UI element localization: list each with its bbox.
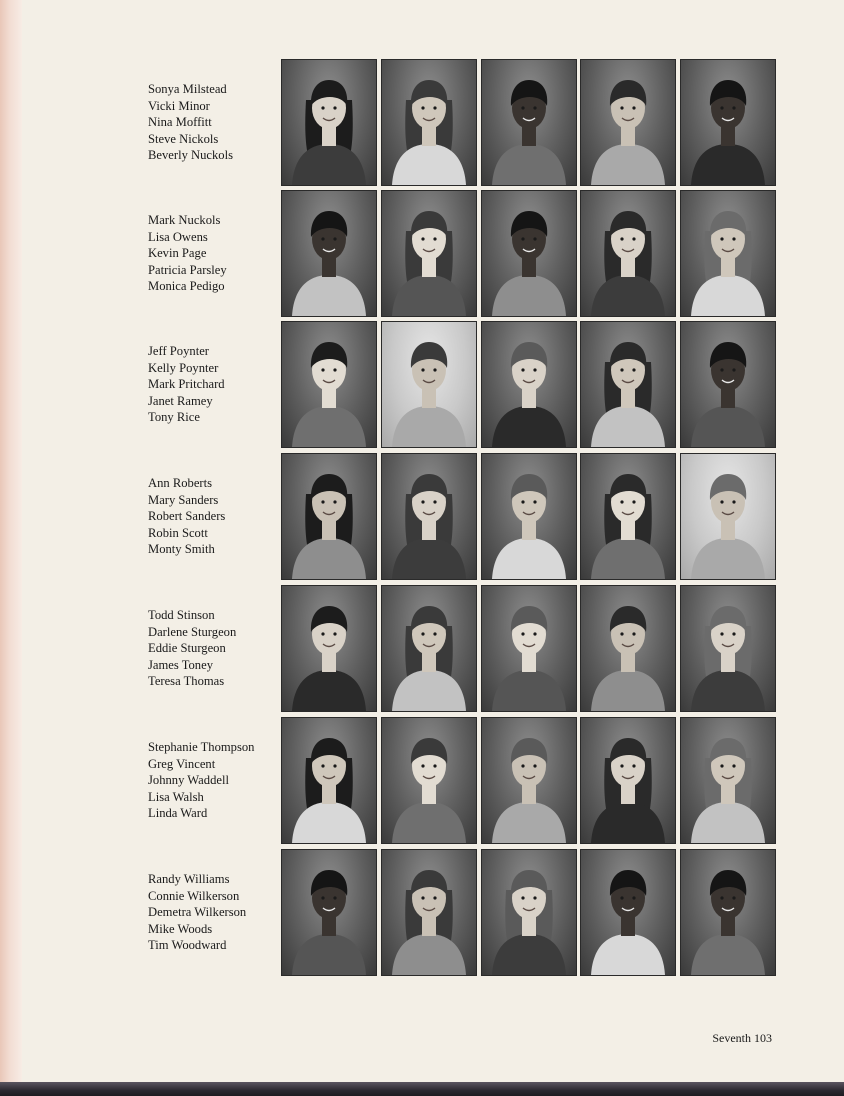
portrait-shoulders — [492, 406, 566, 447]
portrait-eye — [333, 632, 336, 635]
portrait-shoulders — [591, 406, 665, 447]
portrait-eye — [732, 368, 735, 371]
student-name: Linda Ward — [148, 806, 208, 821]
student-name: Jeff Poynter — [148, 344, 209, 358]
portrait-shoulders — [392, 670, 466, 711]
student-portrait-photo — [680, 59, 776, 186]
portrait-eye — [620, 500, 623, 503]
student-name: Connie Wilkerson — [148, 888, 240, 903]
portrait-shoulders — [292, 275, 366, 316]
portrait-shoulders — [591, 802, 665, 843]
page-footer — [700, 1031, 772, 1046]
student-portrait-photo — [580, 585, 676, 712]
student-portrait-photo — [481, 585, 577, 712]
student-name: Darlene Sturgeon — [148, 624, 237, 639]
portrait-shoulders — [492, 144, 566, 185]
portrait-eye — [333, 896, 336, 899]
portrait-eye — [321, 764, 324, 767]
portrait-eye — [533, 764, 536, 767]
student-name: James Toney — [148, 657, 213, 672]
student-name: Patricia Parsley — [148, 262, 227, 277]
student-name: Monty Smith — [148, 542, 215, 557]
portrait-eye — [732, 632, 735, 635]
portrait-eye — [533, 237, 536, 240]
portrait-eye — [433, 500, 436, 503]
portrait-eye — [732, 500, 735, 503]
student-name: Kelly Poynter — [148, 360, 219, 375]
portrait-eye — [421, 764, 424, 767]
portrait-eye — [632, 764, 635, 767]
student-portrait-photo — [481, 321, 577, 448]
portrait-eye — [521, 764, 524, 767]
portrait-shoulders — [292, 802, 366, 843]
portrait-eye — [421, 368, 424, 371]
student-name-list — [148, 739, 276, 822]
student-portrait-photo — [281, 190, 377, 317]
student-name: Johnny Waddell — [148, 773, 229, 788]
student-portrait-photo — [680, 190, 776, 317]
portrait-eye — [533, 368, 536, 371]
portrait-row — [0, 59, 844, 186]
portrait-shoulders — [492, 275, 566, 316]
portrait-eye — [521, 368, 524, 371]
student-portrait-photo — [281, 585, 377, 712]
student-name: Mark Nuckols — [148, 213, 221, 227]
student-name: Mary Sanders — [148, 492, 219, 507]
portrait-eye — [433, 237, 436, 240]
portrait-shoulders — [591, 275, 665, 316]
student-name: Stephanie Thompson — [148, 740, 255, 754]
portrait-row — [0, 585, 844, 712]
portrait-eye — [321, 500, 324, 503]
footer-page-number: 103 — [754, 1031, 772, 1045]
student-name: Nina Moffitt — [148, 115, 212, 130]
portrait-shoulders — [492, 934, 566, 975]
student-name: Tim Woodward — [148, 938, 227, 953]
portrait-eye — [620, 632, 623, 635]
portrait-eye — [521, 237, 524, 240]
portrait-shoulders — [392, 802, 466, 843]
student-name: Mike Woods — [148, 921, 213, 936]
student-portrait-photo — [580, 453, 676, 580]
portrait-eye — [620, 896, 623, 899]
student-name: Todd Stinson — [148, 608, 215, 622]
student-name-list — [148, 871, 276, 954]
student-portrait-photo — [281, 717, 377, 844]
portrait-eye — [620, 106, 623, 109]
portrait-eye — [720, 368, 723, 371]
portrait-eye — [521, 106, 524, 109]
student-name-list — [148, 343, 276, 426]
student-portrait-photo — [381, 321, 477, 448]
student-portrait-photo — [381, 453, 477, 580]
portrait-shoulders — [292, 934, 366, 975]
portrait-shoulders — [392, 538, 466, 579]
portrait-eye — [720, 500, 723, 503]
student-portrait-photo — [680, 453, 776, 580]
portrait-eye — [632, 500, 635, 503]
portrait-shoulders — [591, 144, 665, 185]
portrait-shoulders — [492, 670, 566, 711]
portrait-eye — [732, 764, 735, 767]
student-portrait-photo — [680, 585, 776, 712]
student-name: Lisa Owens — [148, 229, 208, 244]
student-name-list — [148, 81, 276, 164]
portrait-shoulders — [691, 670, 765, 711]
student-name: Janet Ramey — [148, 393, 213, 408]
student-name: Robin Scott — [148, 525, 208, 540]
student-name-list — [148, 212, 276, 295]
portrait-shoulders — [591, 670, 665, 711]
student-name: Mark Pritchard — [148, 377, 225, 392]
portrait-eye — [333, 368, 336, 371]
student-name: Ann Roberts — [148, 476, 213, 490]
portrait-eye — [620, 764, 623, 767]
portrait-eye — [333, 237, 336, 240]
student-name: Robert Sanders — [148, 509, 226, 524]
student-name-list — [148, 607, 276, 690]
student-portrait-photo — [481, 59, 577, 186]
portrait-shoulders — [691, 144, 765, 185]
portrait-row — [0, 190, 844, 317]
student-name: Greg Vincent — [148, 756, 216, 771]
portrait-row — [0, 717, 844, 844]
portrait-row — [0, 453, 844, 580]
portrait-shoulders — [292, 144, 366, 185]
portrait-eye — [333, 500, 336, 503]
portrait-eye — [321, 896, 324, 899]
portrait-eye — [433, 896, 436, 899]
portrait-eye — [433, 764, 436, 767]
portrait-eye — [421, 896, 424, 899]
portrait-eye — [521, 896, 524, 899]
portrait-eye — [632, 106, 635, 109]
student-portrait-photo — [481, 717, 577, 844]
portrait-eye — [421, 237, 424, 240]
portrait-eye — [732, 106, 735, 109]
portrait-shoulders — [292, 406, 366, 447]
portrait-eye — [632, 896, 635, 899]
portrait-eye — [720, 896, 723, 899]
student-portrait-photo — [580, 59, 676, 186]
portrait-shoulders — [392, 275, 466, 316]
portrait-eye — [421, 632, 424, 635]
student-name: Monica Pedigo — [148, 279, 225, 294]
portrait-eye — [433, 106, 436, 109]
portrait-eye — [632, 237, 635, 240]
student-portrait-photo — [680, 321, 776, 448]
portrait-shoulders — [591, 934, 665, 975]
student-name: Demetra Wilkerson — [148, 905, 247, 920]
portrait-eye — [433, 632, 436, 635]
portrait-shoulders — [691, 275, 765, 316]
portrait-eye — [321, 106, 324, 109]
student-portrait-photo — [481, 190, 577, 317]
student-portrait-photo — [680, 717, 776, 844]
footer-section: Seventh — [712, 1031, 751, 1045]
student-name: Tony Rice — [148, 410, 200, 425]
portrait-eye — [321, 368, 324, 371]
portrait-eye — [632, 632, 635, 635]
student-portrait-photo — [481, 453, 577, 580]
portrait-eye — [321, 237, 324, 240]
portrait-eye — [533, 632, 536, 635]
portrait-eye — [421, 500, 424, 503]
student-name: Randy Williams — [148, 872, 230, 886]
portrait-eye — [433, 368, 436, 371]
student-portrait-photo — [580, 849, 676, 976]
portrait-shoulders — [591, 538, 665, 579]
portrait-eye — [321, 632, 324, 635]
student-name: Kevin Page — [148, 246, 207, 261]
portrait-shoulders — [691, 538, 765, 579]
student-portrait-photo — [580, 717, 676, 844]
student-name: Lisa Walsh — [148, 789, 204, 804]
scan-bottom-edge — [0, 1082, 844, 1096]
portrait-eye — [521, 500, 524, 503]
portrait-shoulders — [492, 802, 566, 843]
portrait-eye — [720, 764, 723, 767]
portrait-shoulders — [392, 144, 466, 185]
portrait-shoulders — [392, 406, 466, 447]
portrait-eye — [620, 368, 623, 371]
student-portrait-photo — [281, 321, 377, 448]
student-name: Vicki Minor — [148, 98, 210, 113]
portrait-shoulders — [691, 802, 765, 843]
portrait-row — [0, 321, 844, 448]
portrait-eye — [732, 896, 735, 899]
student-name: Teresa Thomas — [148, 674, 225, 689]
student-portrait-photo — [381, 717, 477, 844]
student-name: Eddie Sturgeon — [148, 641, 226, 656]
portrait-shoulders — [292, 670, 366, 711]
student-name: Steve Nickols — [148, 131, 219, 146]
portrait-shoulders — [691, 934, 765, 975]
student-portrait-photo — [381, 585, 477, 712]
student-portrait-photo — [580, 321, 676, 448]
portrait-eye — [333, 106, 336, 109]
student-portrait-photo — [381, 849, 477, 976]
portrait-eye — [632, 368, 635, 371]
student-portrait-photo — [680, 849, 776, 976]
portrait-eye — [720, 632, 723, 635]
student-portrait-photo — [381, 59, 477, 186]
portrait-shoulders — [392, 934, 466, 975]
student-name-list — [148, 475, 276, 558]
portrait-eye — [533, 106, 536, 109]
student-portrait-photo — [281, 849, 377, 976]
portrait-eye — [620, 237, 623, 240]
portrait-eye — [732, 237, 735, 240]
portrait-shoulders — [691, 406, 765, 447]
student-name: Beverly Nuckols — [148, 148, 233, 163]
portrait-eye — [421, 106, 424, 109]
student-name: Sonya Milstead — [148, 82, 227, 96]
portrait-shoulders — [492, 538, 566, 579]
student-portrait-photo — [580, 190, 676, 317]
student-portrait-photo — [381, 190, 477, 317]
portrait-eye — [533, 896, 536, 899]
portrait-eye — [720, 106, 723, 109]
student-portrait-photo — [281, 453, 377, 580]
portrait-eye — [720, 237, 723, 240]
portrait-eye — [533, 500, 536, 503]
student-portrait-photo — [481, 849, 577, 976]
portrait-eye — [521, 632, 524, 635]
portrait-shoulders — [292, 538, 366, 579]
portrait-eye — [333, 764, 336, 767]
portrait-row — [0, 849, 844, 976]
student-portrait-photo — [281, 59, 377, 186]
